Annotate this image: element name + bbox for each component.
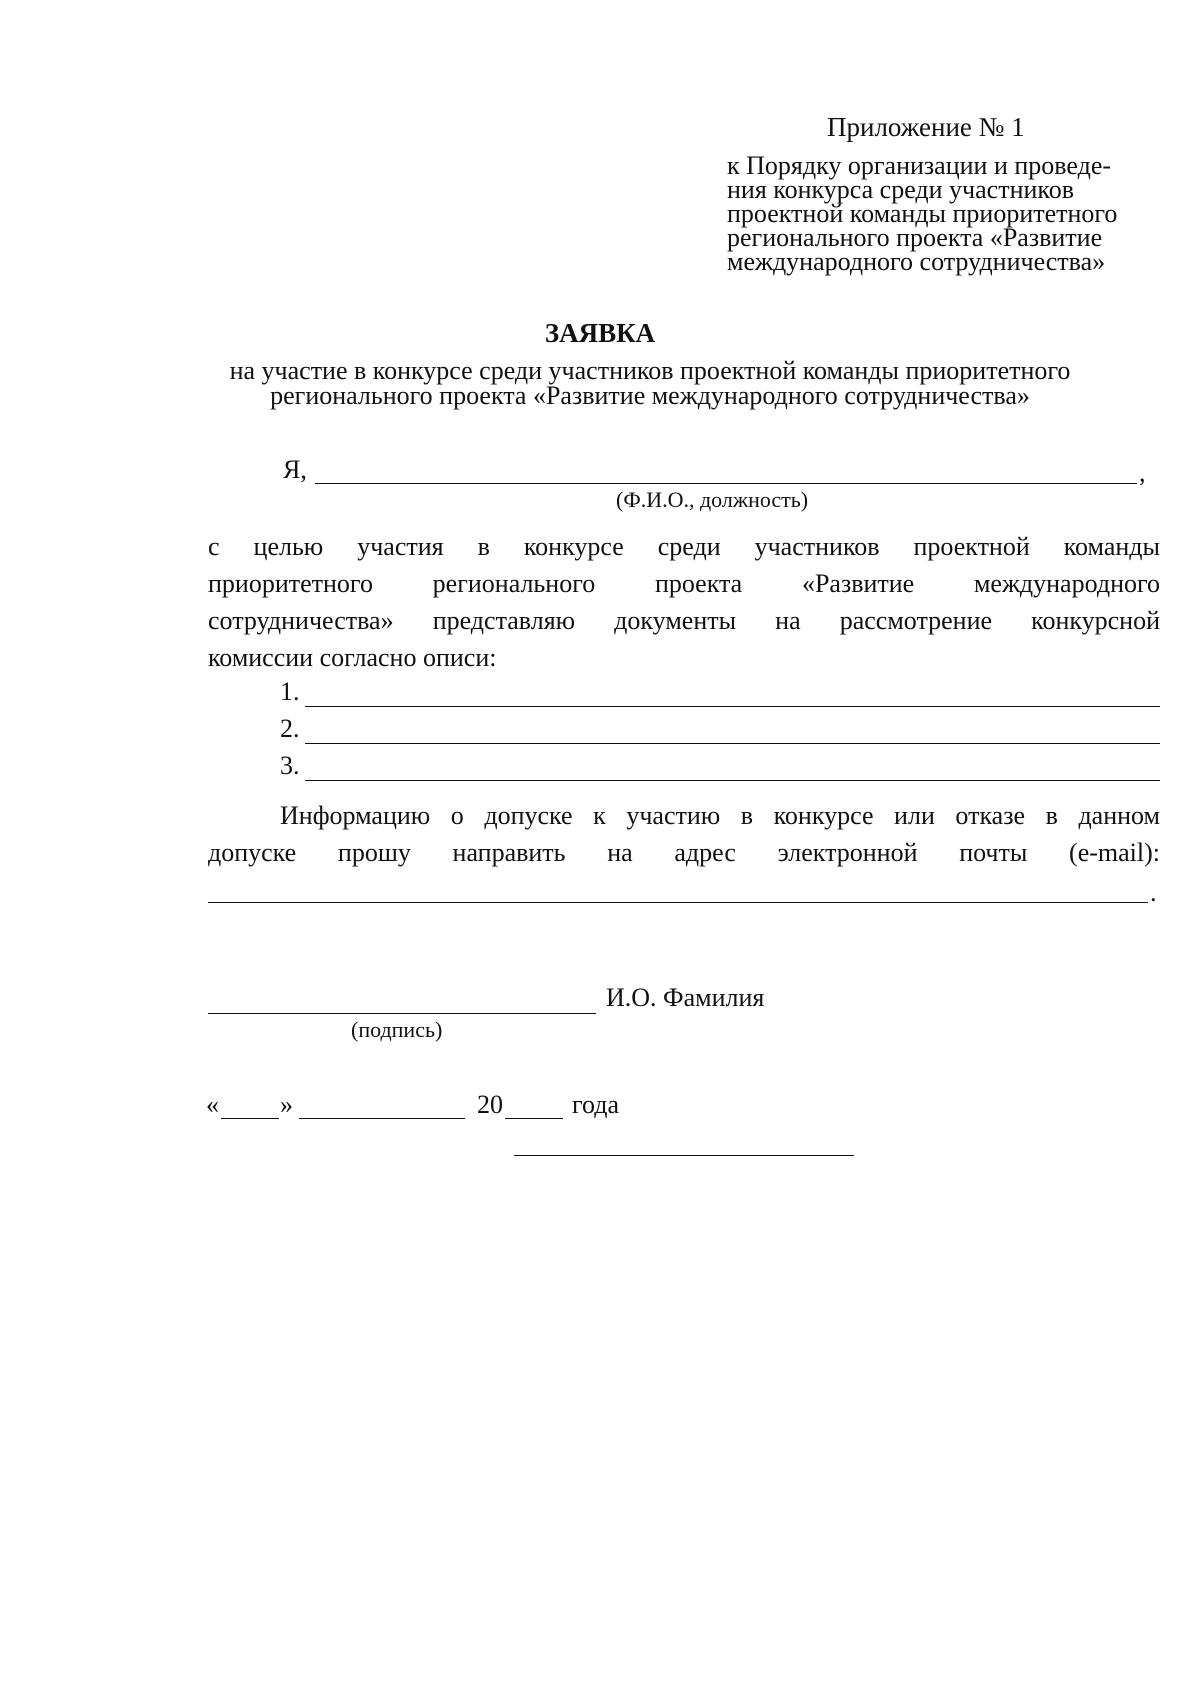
date-year-prefix: 20 (477, 1090, 503, 1119)
body-line: с целью участия в конкурсе среди участников проектной команды (208, 532, 1160, 561)
signature-name: И.О. Фамилия (606, 983, 765, 1012)
annex-line: ния конкурса среди участников (727, 175, 1074, 204)
inventory-number: 2. (280, 714, 300, 743)
applicant-caption: (Ф.И.О., должность) (616, 487, 809, 512)
email-field[interactable] (208, 902, 1148, 903)
signature-field[interactable] (208, 1013, 596, 1014)
date-close-quote: » (280, 1090, 293, 1119)
email-suffix: . (1150, 878, 1157, 907)
subheading-line: на участие в конкурсе среди участников проектной команды приоритетного (229, 356, 1071, 385)
annex-line: к Порядку организации и проведе- (727, 151, 1112, 180)
annex-line: международного сотрудничества» (727, 247, 1106, 276)
annex-title: Приложение № 1 (827, 112, 1025, 142)
body-line: комиссии согласно описи: (208, 643, 497, 672)
annex-description (727, 151, 1127, 276)
body-line: сотрудничества» представляю документы на рассмотрение конкурсной (208, 606, 1160, 635)
date-open-quote: « (206, 1090, 219, 1119)
subheading-line: регионального проекта «Развитие международного сотрудничества» (270, 381, 1030, 410)
date-day-field[interactable] (221, 1118, 279, 1119)
info-line: Информацию о допуске к участию в конкурсе или отказе в данном (280, 801, 1160, 830)
inventory-number: 1. (280, 677, 300, 706)
info-paragraph (208, 797, 1160, 871)
body-line: приоритетного регионального проекта «Развитие международного (208, 569, 1160, 598)
document-subheading (150, 358, 1150, 408)
body-paragraph (208, 528, 1160, 676)
document-heading: ЗАЯВКА (544, 318, 656, 348)
applicant-prefix: Я, (283, 455, 307, 484)
info-line: допуске прошу направить на адрес электронной почты (e-mail): (208, 838, 1160, 867)
annex-line: регионального проекта «Развитие (727, 223, 1103, 252)
date-year-field[interactable] (505, 1118, 563, 1119)
inventory-number: 3. (280, 751, 300, 780)
annex-line: проектной команды приоритетного (727, 199, 1118, 228)
inventory-field-2[interactable] (305, 743, 1160, 744)
inventory-field-1[interactable] (305, 706, 1160, 707)
date-year-suffix: года (572, 1090, 620, 1119)
date-month-field[interactable] (299, 1118, 465, 1119)
inventory-field-3[interactable] (305, 780, 1160, 781)
applicant-suffix: , (1139, 458, 1146, 487)
applicant-name-field[interactable] (315, 483, 1137, 484)
bottom-divider-line (514, 1155, 854, 1156)
signature-caption: (подпись) (351, 1017, 443, 1042)
